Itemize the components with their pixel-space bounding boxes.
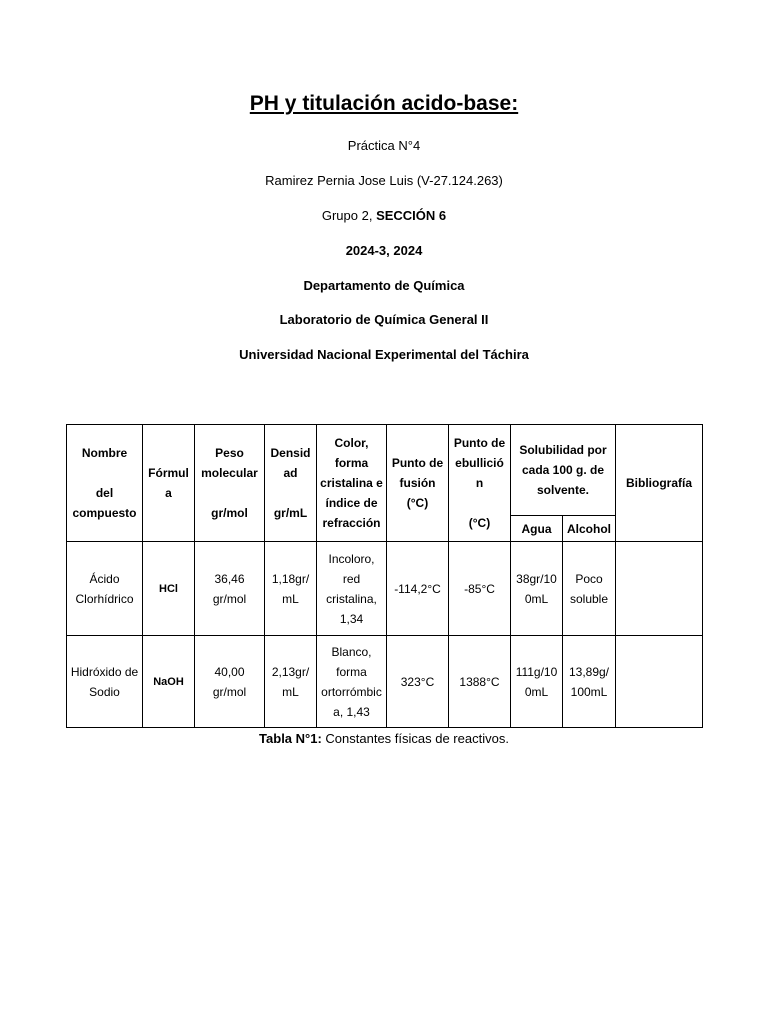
header-bibliography: Bibliografía (616, 425, 703, 542)
cell-weight: 36,46 gr/mol (195, 542, 265, 636)
table-row (67, 542, 703, 636)
cell-boiling: -85°C (449, 542, 511, 636)
caption-text: Constantes físicas de reactivos. (321, 731, 509, 746)
practice-number: Práctica N°4 (347, 138, 421, 153)
cell-name: Ácido Clorhídrico (67, 542, 143, 636)
cell-water: 38gr/100mL (511, 542, 563, 636)
table-row (67, 636, 703, 728)
header-boiling-unit: (°C) (468, 516, 491, 530)
table-caption (0, 731, 768, 746)
header-density-label: Densidad (270, 446, 311, 480)
group-label: Grupo 2, (321, 208, 377, 223)
cell-formula: NaOH (143, 636, 195, 728)
cell-formula: HCl (143, 542, 195, 636)
author-line: Ramirez Pernia Jose Luis (V-27.124.263) (265, 173, 503, 188)
section-label: SECCIÓN 6 (376, 208, 447, 223)
table-header-row (67, 425, 703, 516)
header-color: Color, forma cristalina e índice de refracción (317, 425, 387, 542)
header-boiling-label: Punto de ebullición (453, 436, 506, 490)
laboratory-line: Laboratorio de Química General II (279, 312, 489, 327)
reagents-table (66, 424, 703, 728)
header-melting: Punto de fusión (°C) (387, 425, 449, 542)
header-name (67, 425, 143, 542)
cell-weight: 40,00 gr/mol (195, 636, 265, 728)
department-line: Departamento de Química (303, 278, 465, 293)
group-line (0, 208, 768, 223)
university-line: Universidad Nacional Experimental del Táchira (239, 347, 529, 362)
document-title: PH y titulación acido-base: (249, 92, 519, 115)
cell-alcohol: 13,89g/100mL (563, 636, 616, 728)
header-weight-label: Peso molecular (201, 446, 258, 480)
cell-color: Blanco, forma ortorrómbica, 1,43 (317, 636, 387, 728)
header-weight (195, 425, 265, 542)
header-formula: Fórmula (143, 425, 195, 542)
header-water: Agua (511, 516, 563, 542)
header-solubility: Solubilidad por cada 100 g. de solvente. (511, 425, 616, 516)
cell-alcohol: Poco soluble (563, 542, 616, 636)
header-name-line1: Nombre (81, 446, 128, 460)
header-density (265, 425, 317, 542)
cell-water: 111g/100mL (511, 636, 563, 728)
cell-color: Incoloro, red cristalina, 1,34 (317, 542, 387, 636)
period-line: 2024-3, 2024 (345, 243, 423, 258)
header-weight-unit: gr/mol (211, 506, 248, 520)
header-boiling (449, 425, 511, 542)
cell-density: 1,18gr/mL (265, 542, 317, 636)
header-name-line3: compuesto (72, 506, 137, 520)
cell-melting: -114,2°C (387, 542, 449, 636)
cell-density: 2,13gr/mL (265, 636, 317, 728)
caption-label: Tabla N°1: (259, 731, 322, 746)
cell-bibliography (616, 542, 703, 636)
header-name-line2: del (95, 486, 114, 500)
cell-melting: 323°C (387, 636, 449, 728)
cell-bibliography (616, 636, 703, 728)
cell-name: Hidróxido de Sodio (67, 636, 143, 728)
header-alcohol: Alcohol (563, 516, 616, 542)
header-density-unit: gr/mL (273, 506, 308, 520)
cell-boiling: 1388°C (449, 636, 511, 728)
